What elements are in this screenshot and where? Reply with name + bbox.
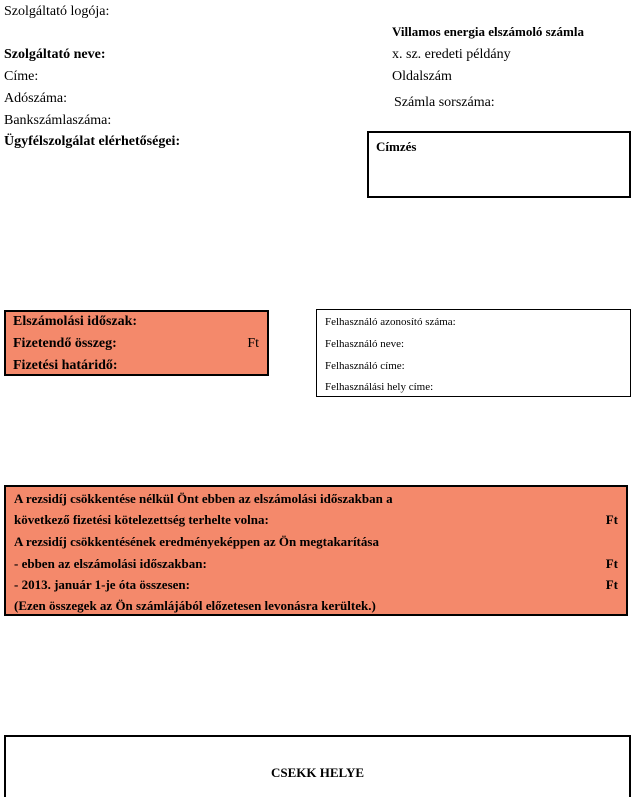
user-info-box [316, 309, 631, 397]
reduction-line-5: - 2013. január 1-je óta összesen: [14, 577, 190, 592]
utility-reduction-box [4, 485, 628, 616]
check-placeholder-label: CSEKK HELYE [270, 765, 365, 780]
user-name-label: Felhasználó neve: [325, 338, 405, 350]
provider-address-label: Címe: [4, 69, 39, 84]
provider-logo-label: Szolgáltató logója: [4, 4, 110, 19]
reduction-line-1: A rezsidíj csökkentése nélkül Önt ebben az elszámolási időszakban a [14, 491, 393, 506]
provider-support-label: Ügyfélszolgálat elérhetőségei: [4, 134, 181, 149]
provider-tax-label: Adószáma: [4, 91, 67, 106]
invoice-page-label: Oldalszám [392, 69, 452, 84]
payment-deadline-label: Fizetési határidő: [13, 358, 118, 373]
reduction-line-3: A rezsidíj csökkentésének eredményeképpen az Ön megtakarítása [14, 534, 379, 549]
reduction-line-2-unit: Ft [605, 512, 618, 527]
reduction-line-4: - ebben az elszámolási időszakban: [14, 556, 207, 571]
reduction-line-2: következő fizetési kötelezettség terhelte volna: [14, 512, 269, 527]
user-address-label: Felhasználó címe: [325, 360, 405, 372]
check-placeholder-box [4, 735, 631, 797]
usage-site-label: Felhasználási hely címe: [325, 381, 434, 393]
reduction-line-4-unit: Ft [605, 556, 618, 571]
addressee-box [367, 131, 631, 198]
reduction-line-5-unit: Ft [605, 577, 618, 592]
amount-due-label: Fizetendő összeg: [13, 336, 117, 351]
provider-bank-label: Bankszámlaszáma: [4, 113, 112, 128]
invoice-title: Villamos energia elszámoló számla [392, 24, 584, 39]
addressee-label: Címzés [376, 139, 417, 154]
billing-period-label: Elszámolási időszak: [13, 314, 138, 329]
amount-due-unit: Ft [247, 336, 259, 351]
billing-period-box [4, 310, 269, 376]
invoice-serial-label: Számla sorszáma: [394, 95, 495, 110]
user-id-label: Felhasználó azonosító száma: [325, 316, 456, 328]
provider-name-label: Szolgáltató neve: [4, 47, 106, 62]
invoice-copy-label: x. sz. eredeti példány [392, 47, 511, 62]
reduction-line-6: (Ezen összegek az Ön számlájából előzetesen levonásra kerültek.) [14, 598, 376, 613]
